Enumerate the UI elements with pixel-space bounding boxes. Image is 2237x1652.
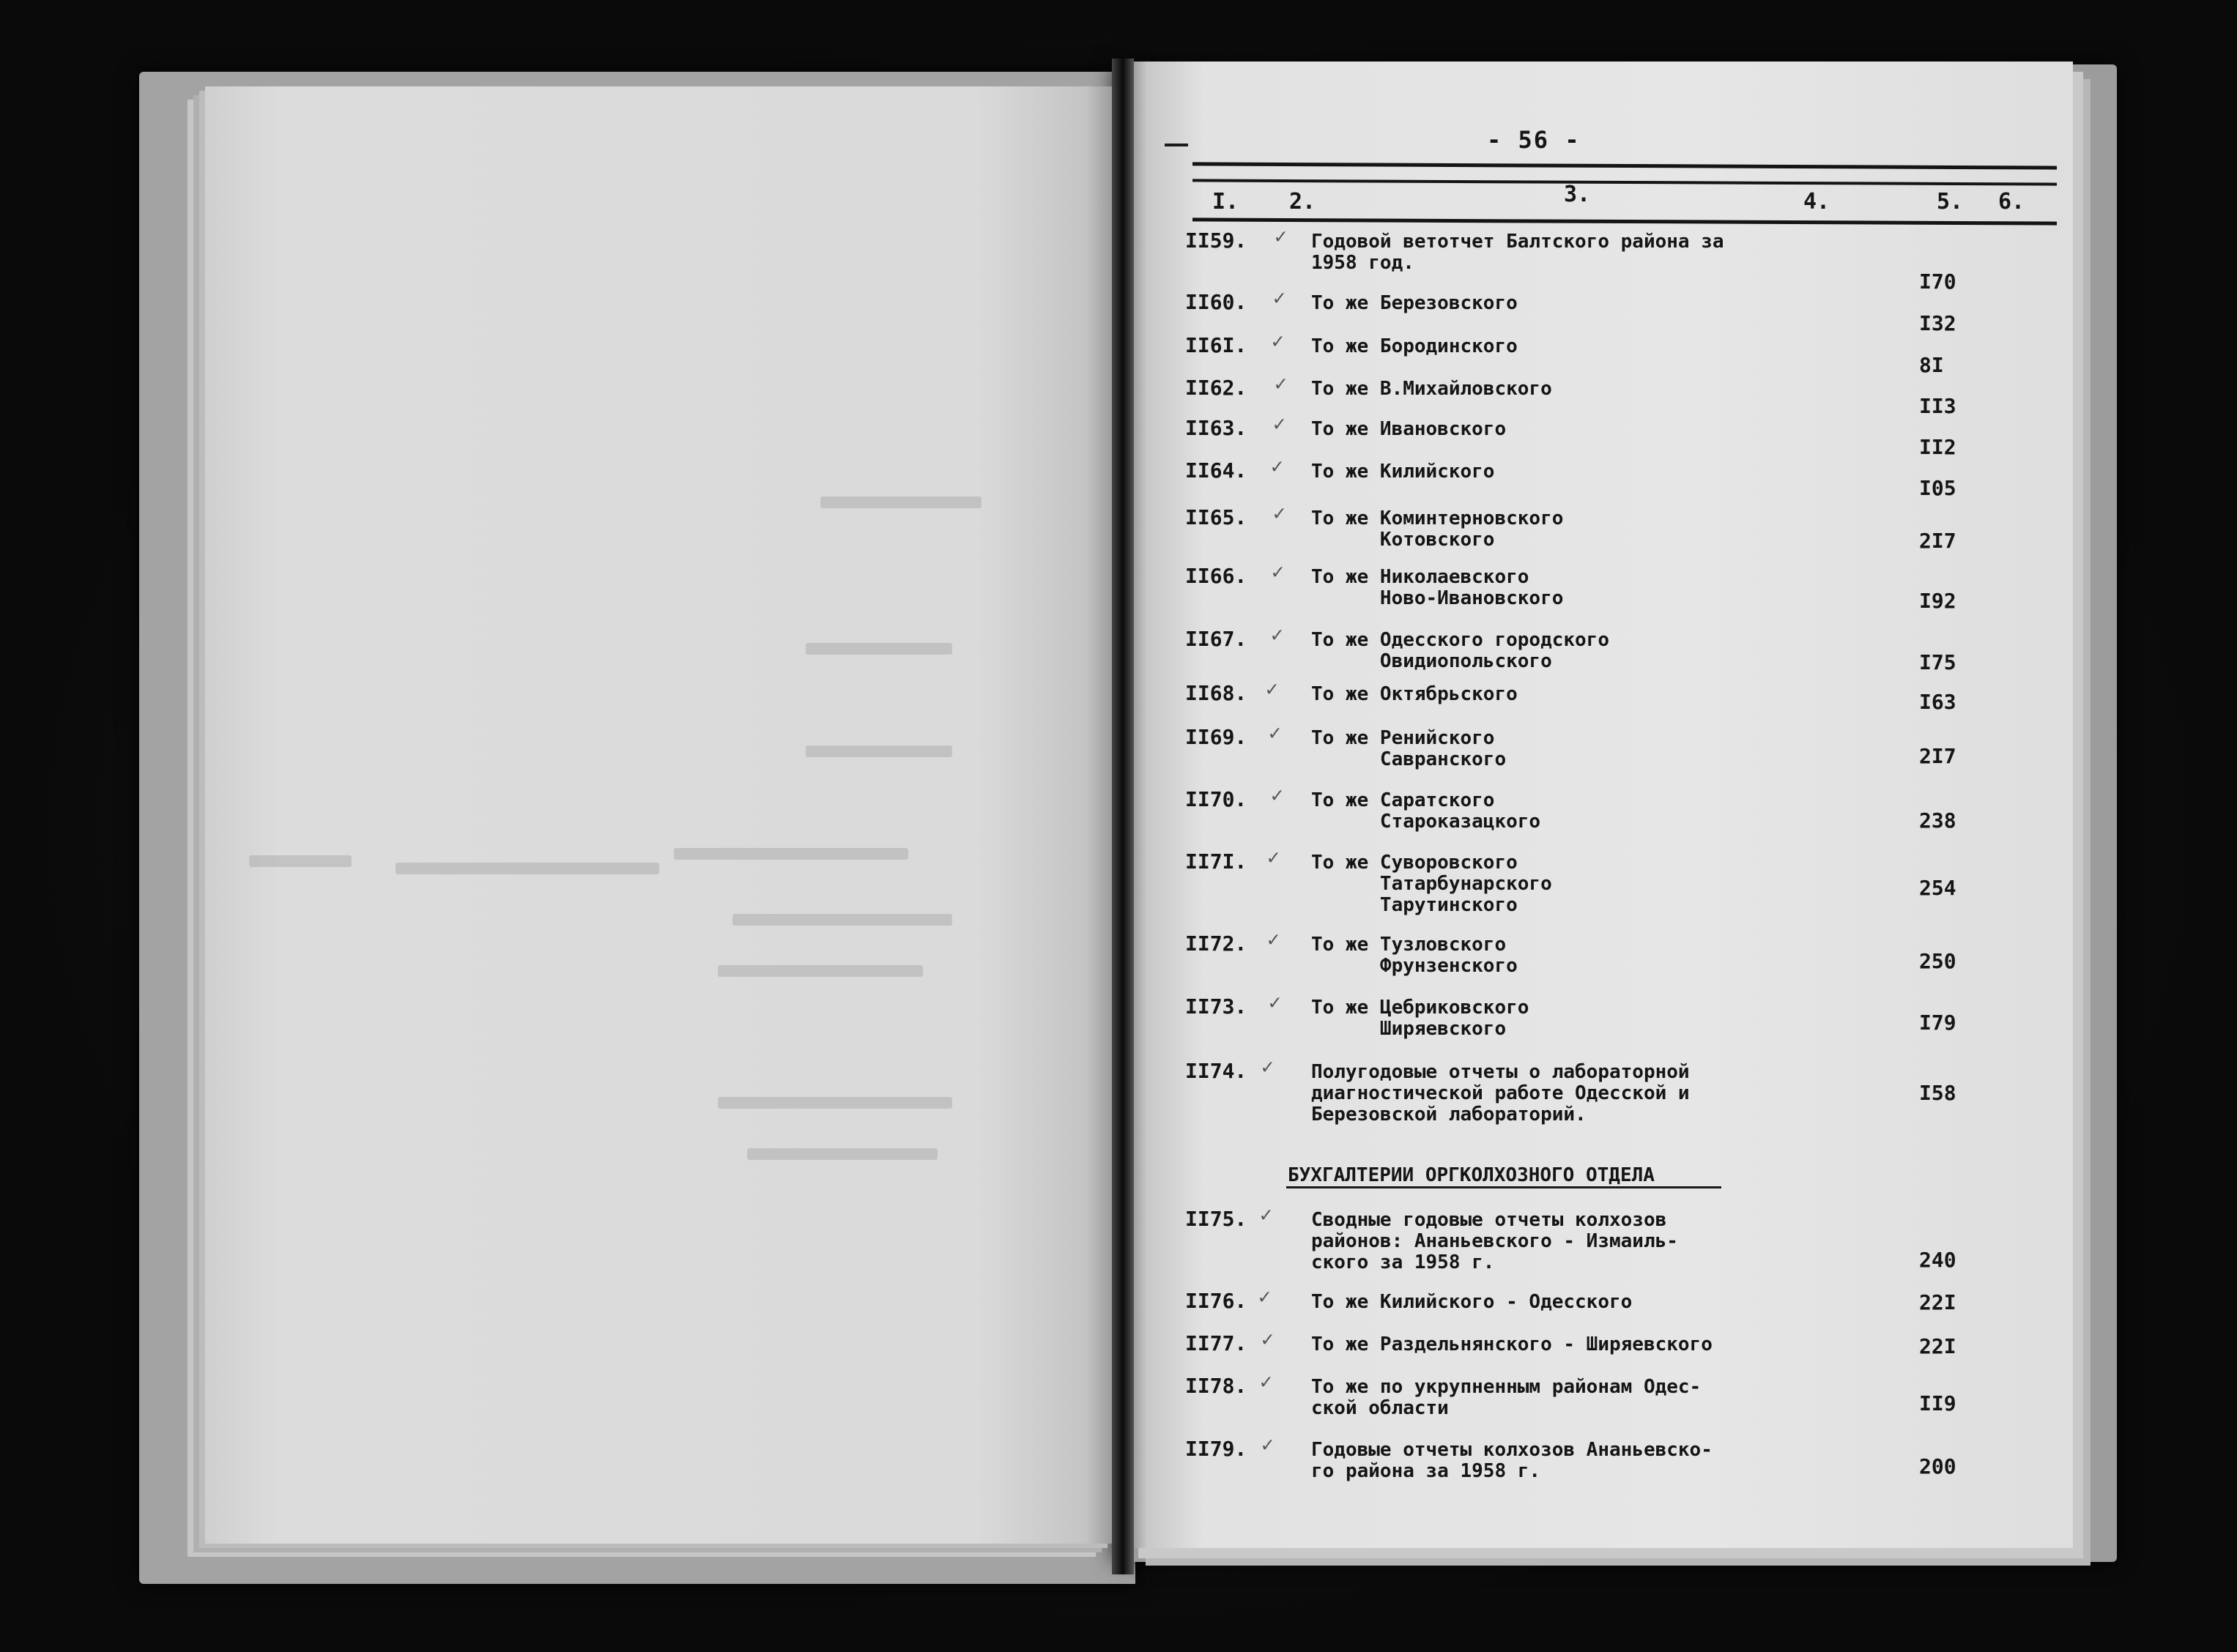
bleed-through-mark [732, 914, 952, 926]
row-description-line: районов: Ананьевского - Измаиль- [1311, 1230, 1678, 1252]
row-description-line: Котовского [1311, 529, 1495, 551]
row-number: II68. [1185, 681, 1247, 705]
row-description-line: Татарбунарского [1311, 873, 1552, 895]
row-description-line: Савранского [1311, 748, 1507, 770]
row-description-line: То же Ивановского [1311, 418, 1507, 440]
row-sheet-count: 250 [1919, 949, 1956, 973]
check-mark-icon: ✓ [1273, 286, 1286, 310]
row-description-line: То же Октябрьского [1311, 683, 1518, 705]
row-number: II65. [1185, 505, 1247, 529]
check-mark-icon: ✓ [1261, 1054, 1274, 1079]
check-mark-icon: ✓ [1275, 371, 1287, 395]
row-number: II67. [1185, 627, 1247, 651]
check-mark-icon: ✓ [1269, 721, 1281, 745]
row-description-line: То же Суворовского [1311, 852, 1518, 874]
header-dash [1165, 144, 1188, 146]
row-number: II77. [1185, 1331, 1247, 1355]
bleed-through-mark [249, 855, 352, 867]
check-mark-icon: ✓ [1273, 412, 1286, 436]
row-description-line: Полугодовые отчеты о лабораторной [1311, 1061, 1690, 1083]
row-description-line: То же В.Михайловского [1311, 378, 1552, 400]
row-number: II6I. [1185, 333, 1247, 357]
row-description-line: То же Бородинского [1311, 335, 1518, 357]
row-sheet-count: II2 [1919, 435, 1956, 459]
row-description-line: ской области [1311, 1397, 1449, 1419]
row-number: II79. [1185, 1437, 1247, 1461]
row-sheet-count: II9 [1919, 1391, 1956, 1415]
column-header-6: 6. [1998, 189, 2025, 215]
row-description-line: То же Коминтерновского [1311, 507, 1564, 529]
check-mark-icon: ✓ [1271, 622, 1283, 647]
row-description-line: То же по укрупненным районам Одес- [1311, 1376, 1702, 1398]
check-mark-icon: ✓ [1261, 1432, 1274, 1456]
book-gutter [1112, 59, 1134, 1574]
bleed-through-mark [396, 863, 659, 874]
page-number: - 56 - [1487, 126, 1581, 154]
row-description-line: диагностической работе Одесской и [1311, 1082, 1690, 1104]
check-mark-icon: ✓ [1269, 990, 1281, 1014]
row-description-line: Годовые отчеты колхозов Ананьевско- [1311, 1439, 1713, 1461]
column-header-2: 2. [1289, 189, 1316, 215]
row-sheet-count: 2I7 [1919, 529, 1956, 553]
row-description-line: Сводные годовые отчеты колхозов [1311, 1209, 1667, 1231]
row-sheet-count: 254 [1919, 876, 1956, 900]
check-mark-icon: ✓ [1260, 1369, 1272, 1394]
check-mark-icon: ✓ [1258, 1284, 1271, 1309]
row-description-line: То же Раздельнянского - Ширяевского [1311, 1333, 1713, 1355]
row-number: II75. [1185, 1207, 1247, 1231]
bleed-through-mark [747, 1148, 938, 1160]
row-description-line: То же Ренийского [1311, 727, 1495, 749]
check-mark-icon: ✓ [1267, 927, 1280, 951]
row-description-line: Березовской лабораторий. [1311, 1104, 1587, 1125]
row-number: II64. [1185, 458, 1247, 483]
row-number: II72. [1185, 931, 1247, 956]
row-sheet-count: 238 [1919, 808, 1956, 833]
row-description-line: Фрунзенского [1311, 955, 1518, 977]
row-number: II69. [1185, 725, 1247, 749]
row-description-line: То же Одесского городского [1311, 629, 1609, 651]
left-page-blank [205, 86, 1113, 1544]
row-sheet-count: I63 [1919, 690, 1956, 714]
check-mark-icon: ✓ [1271, 454, 1283, 478]
check-mark-icon: ✓ [1272, 559, 1284, 584]
row-sheet-count: I92 [1919, 589, 1956, 613]
bleed-through-mark [806, 745, 952, 757]
row-sheet-count: 22I [1919, 1290, 1956, 1314]
row-sheet-count: I58 [1919, 1081, 1956, 1105]
row-number: II73. [1185, 994, 1247, 1019]
row-number: II76. [1185, 1289, 1247, 1313]
row-number: II62. [1185, 376, 1247, 400]
row-number: II78. [1185, 1374, 1247, 1398]
section-underline [1286, 1186, 1721, 1188]
row-number: II63. [1185, 416, 1247, 440]
row-number: II66. [1185, 564, 1247, 588]
row-number: II7I. [1185, 849, 1247, 874]
row-sheet-count: I79 [1919, 1011, 1956, 1035]
row-sheet-count: 200 [1919, 1454, 1956, 1478]
row-sheet-count: 22I [1919, 1334, 1956, 1358]
bleed-through-mark [674, 848, 908, 860]
row-description-line: Ново-Ивановского [1311, 587, 1564, 609]
row-description-line: ского за 1958 г. [1311, 1251, 1495, 1273]
row-description-line: Годовой ветотчет Балтского района за [1311, 231, 1724, 253]
row-description-line: То же Саратского [1311, 789, 1495, 811]
bleed-through-mark [718, 1097, 952, 1109]
row-number: II59. [1185, 228, 1247, 253]
row-description-line: То же Килийского - Одесского [1311, 1291, 1633, 1313]
column-header-5: 5. [1937, 189, 1964, 215]
row-number: II70. [1185, 787, 1247, 811]
row-description-line: То же Тузловского [1311, 934, 1507, 956]
check-mark-icon: ✓ [1266, 677, 1278, 701]
row-sheet-count: I32 [1919, 311, 1956, 335]
row-sheet-count: I05 [1919, 476, 1956, 500]
section-title: БУХГАЛТЕРИИ ОРГКОЛХОЗНОГО ОТДЕЛА [1288, 1164, 1655, 1186]
check-mark-icon: ✓ [1275, 224, 1287, 248]
row-description-line: Ширяевского [1311, 1018, 1507, 1040]
row-description-line: 1958 год. [1311, 252, 1414, 274]
bleed-through-mark [806, 643, 952, 655]
column-header-1: I. [1212, 189, 1239, 215]
check-mark-icon: ✓ [1261, 1327, 1274, 1351]
row-sheet-count: II3 [1919, 394, 1956, 418]
row-sheet-count: I70 [1919, 269, 1956, 294]
row-number: II74. [1185, 1059, 1247, 1083]
bleed-through-mark [718, 965, 923, 977]
check-mark-icon: ✓ [1272, 329, 1284, 353]
check-mark-icon: ✓ [1267, 845, 1280, 869]
row-sheet-count: 2I7 [1919, 744, 1956, 768]
row-description-line: го района за 1958 г. [1311, 1460, 1541, 1482]
row-description-line: Овидиопольского [1311, 650, 1552, 672]
check-mark-icon: ✓ [1271, 783, 1283, 807]
row-description-line: То же Николаевского [1311, 566, 1529, 588]
check-mark-icon: ✓ [1260, 1202, 1272, 1227]
bleed-through-mark [820, 496, 982, 508]
row-number: II60. [1185, 290, 1247, 314]
column-header-3: 3. [1564, 182, 1591, 207]
column-header-4: 4. [1803, 189, 1830, 215]
row-description-line: То же Килийского [1311, 461, 1495, 483]
row-description-line: То же Березовского [1311, 292, 1518, 314]
row-sheet-count: 240 [1919, 1248, 1956, 1272]
row-sheet-count: I75 [1919, 650, 1956, 674]
row-description-line: Тарутинского [1311, 894, 1518, 916]
row-description-line: То же Цебриковского [1311, 997, 1529, 1019]
row-sheet-count: 8I [1919, 353, 1944, 377]
check-mark-icon: ✓ [1273, 501, 1286, 525]
row-description-line: Староказацкого [1311, 811, 1541, 833]
